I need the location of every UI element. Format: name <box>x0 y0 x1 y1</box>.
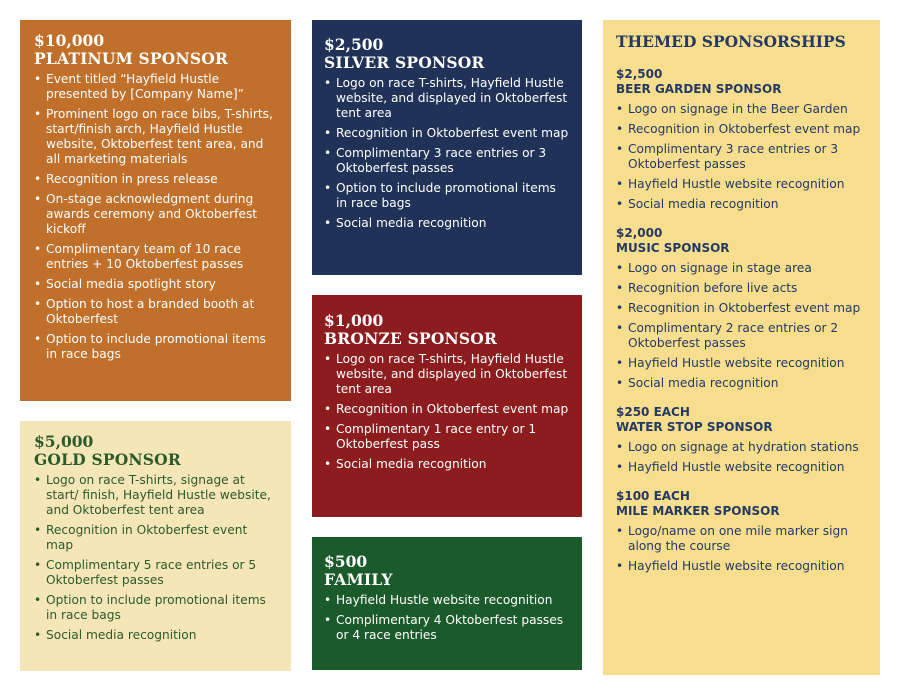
benefit-item: • Logo on race T-shirts, Hayfield Hustle website, and displayed in Oktoberfest tent area <box>324 352 570 397</box>
benefit-item: • Logo on signage in stage area <box>616 261 868 276</box>
bronze-benefits-list <box>324 352 570 472</box>
benefit-item: • Complimentary 5 race entries or 5 Oktoberfest passes <box>34 558 277 588</box>
family-sponsor-card <box>312 537 582 670</box>
platinum-price: $10,000 <box>34 31 105 50</box>
bronze-sponsor-card <box>312 295 582 517</box>
benefit-item: • Prominent logo on race bibs, T-shirts, start/finish arch, Hayfield Hustle website, Oktoberfest tent area, and all marketing materials <box>34 107 277 167</box>
benefit-item: • Hayfield Hustle website recognition <box>616 356 868 371</box>
gold-benefits-list <box>34 473 277 643</box>
benefit-item: • Event titled “Hayfield Hustle presented by [Company Name]” <box>34 72 277 102</box>
beer-garden-sponsor-section <box>616 67 868 212</box>
benefit-item: • Recognition before live acts <box>616 281 868 296</box>
mile-marker-sponsor-section <box>616 489 868 574</box>
benefit-item: • Hayfield Hustle website recognition <box>324 593 570 608</box>
beer-garden-benefits-list <box>616 102 868 212</box>
mile-marker-benefits-list <box>616 524 868 574</box>
gold-price: $5,000 <box>34 432 94 451</box>
benefit-item: • Hayfield Hustle website recognition <box>616 177 868 192</box>
benefit-item: • Recognition in Oktoberfest event map <box>616 301 868 316</box>
benefit-item: • Hayfield Hustle website recognition <box>616 559 868 574</box>
benefit-item: • Hayfield Hustle website recognition <box>616 460 868 475</box>
themed-sponsorships-title: THEMED SPONSORSHIPS <box>616 32 846 51</box>
benefit-item: • Complimentary 3 race entries or 3 Oktoberfest passes <box>616 142 868 172</box>
benefit-item: • Social media recognition <box>616 376 868 391</box>
beer-garden-price: $2,500 <box>616 67 663 81</box>
mile-marker-title: MILE MARKER SPONSOR <box>616 504 780 518</box>
benefit-item: • Option to host a branded booth at Oktoberfest <box>34 297 277 327</box>
benefit-item: • Social media recognition <box>34 628 277 643</box>
platinum-title: PLATINUM SPONSOR <box>34 49 229 68</box>
benefit-item: • Recognition in press release <box>34 172 277 187</box>
water-stop-title: WATER STOP SPONSOR <box>616 420 773 434</box>
water-stop-price: $250 EACH <box>616 405 690 419</box>
music-sponsor-section <box>616 226 868 391</box>
benefit-item: • Social media recognition <box>324 216 570 231</box>
gold-sponsor-card <box>20 421 291 671</box>
benefit-item: • Complimentary 1 race entry or 1 Oktoberfest pass <box>324 422 570 452</box>
silver-benefits-list <box>324 76 570 231</box>
silver-title: SILVER SPONSOR <box>324 53 485 72</box>
music-benefits-list <box>616 261 868 391</box>
benefit-item: • Option to include promotional items in race bags <box>34 593 277 623</box>
family-title: FAMILY <box>324 570 393 589</box>
family-benefits-list <box>324 593 570 643</box>
platinum-sponsor-card <box>20 20 291 401</box>
water-stop-benefits-list <box>616 440 868 475</box>
bronze-price: $1,000 <box>324 311 384 330</box>
benefit-item: • Complimentary team of 10 race entries + 10 Oktoberfest passes <box>34 242 277 272</box>
platinum-benefits-list <box>34 72 277 362</box>
benefit-item: • Logo on race T-shirts, Hayfield Hustle website, and displayed in Oktoberfest tent area <box>324 76 570 121</box>
benefit-item: • Complimentary 4 Oktoberfest passes or 4 race entries <box>324 613 570 643</box>
benefit-item: • Recognition in Oktoberfest event map <box>324 402 570 417</box>
benefit-item: • Complimentary 2 race entries or 2 Oktoberfest passes <box>616 321 868 351</box>
family-price: $500 <box>324 552 368 571</box>
benefit-item: • On-stage acknowledgment during awards ceremony and Oktoberfest kickoff <box>34 192 277 237</box>
benefit-item: • Logo on race T-shirts, signage at start/ finish, Hayfield Hustle website, and Oktoberfest tent area <box>34 473 277 518</box>
music-title: MUSIC SPONSOR <box>616 241 730 255</box>
benefit-item: • Logo on signage in the Beer Garden <box>616 102 868 117</box>
benefit-item: • Social media recognition <box>324 457 570 472</box>
benefit-item: • Complimentary 3 race entries or 3 Oktoberfest passes <box>324 146 570 176</box>
benefit-item: • Option to include promotional items in race bags <box>34 332 277 362</box>
benefit-item: • Logo on signage at hydration stations <box>616 440 868 455</box>
mile-marker-price: $100 EACH <box>616 489 690 503</box>
silver-sponsor-card <box>312 20 582 275</box>
benefit-item: • Recognition in Oktoberfest event map <box>34 523 277 553</box>
benefit-item: • Social media recognition <box>616 197 868 212</box>
beer-garden-title: BEER GARDEN SPONSOR <box>616 82 782 96</box>
benefit-item: • Option to include promotional items in race bags <box>324 181 570 211</box>
benefit-item: • Recognition in Oktoberfest event map <box>616 122 868 137</box>
benefit-item: • Social media spotlight story <box>34 277 277 292</box>
gold-title: GOLD SPONSOR <box>34 450 181 469</box>
silver-price: $2,500 <box>324 35 384 54</box>
themed-sponsorships-panel <box>603 20 880 675</box>
benefit-item: • Logo/name on one mile marker sign along the course <box>616 524 868 554</box>
water-stop-sponsor-section <box>616 405 868 475</box>
benefit-item: • Recognition in Oktoberfest event map <box>324 126 570 141</box>
bronze-title: BRONZE SPONSOR <box>324 329 498 348</box>
music-price: $2,000 <box>616 226 663 240</box>
